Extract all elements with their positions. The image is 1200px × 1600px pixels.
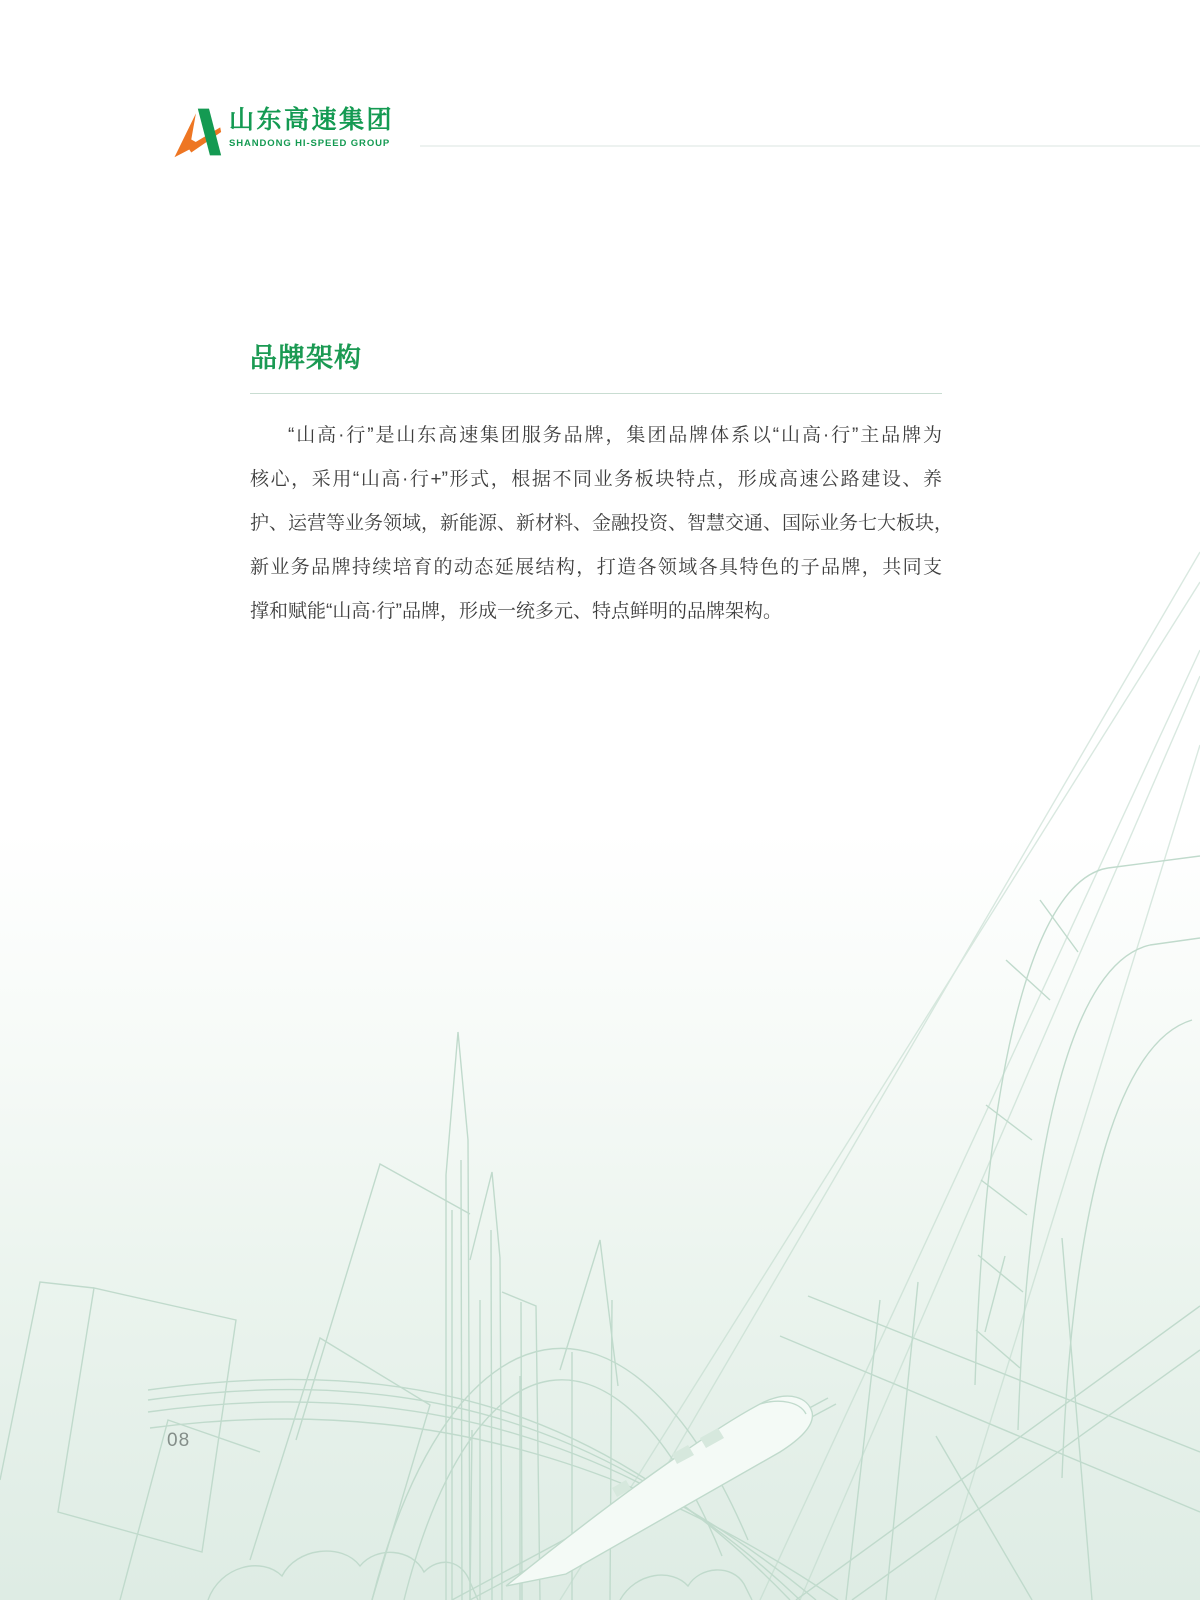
paragraph-line: “山高·行”是山东高速集团服务品牌，集团品牌体系以“山高·行”主品牌为 (288, 425, 942, 446)
section-divider (250, 393, 942, 394)
paragraph-line: 核心，采用“山高·行+”形式，根据不同业务板块特点，形成高速公路建设、养 (250, 469, 942, 490)
section-title: 品牌架构 (250, 343, 362, 373)
brand-name-en: SHANDONG HI-SPEED GROUP (229, 138, 391, 149)
content-section (250, 342, 954, 634)
brand-logo-text (229, 103, 394, 149)
paragraph-line: 新业务品牌持续培育的动态延展结构，打造各领域各具特色的子品牌，共同支 (250, 557, 942, 578)
brand-logo-icon (167, 103, 223, 161)
page-number: 08 (167, 1430, 191, 1451)
body-paragraph (250, 414, 954, 634)
header-divider (420, 145, 1200, 147)
paragraph-line: 撑和赋能“山高·行”品牌，形成一统多元、特点鲜明的品牌架构。 (250, 601, 782, 622)
paragraph-line: 护、运营等业务领域，新能源、新材料、金融投资、智慧交通、国际业务七大板块， (250, 513, 954, 534)
brand-name-cn: 山东高速集团 (229, 106, 395, 134)
brand-logo (167, 103, 394, 161)
